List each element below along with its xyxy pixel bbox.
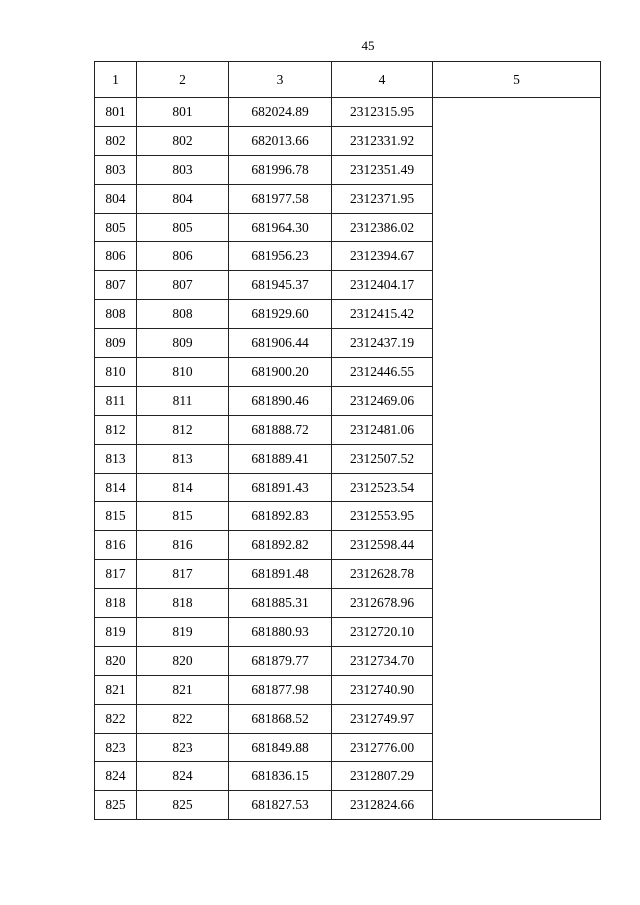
- y-coordinate-cell: 2312507.52: [332, 444, 433, 473]
- point-number-cell: 821: [95, 675, 137, 704]
- point-number-cell: 807: [95, 271, 137, 300]
- x-coordinate-cell: 681892.82: [229, 531, 332, 560]
- point-number-cell: 822: [95, 704, 137, 733]
- x-coordinate-cell: 682013.66: [229, 126, 332, 155]
- column-header: 4: [332, 62, 433, 98]
- x-coordinate-cell: 681890.46: [229, 386, 332, 415]
- point-number-cell: 815: [95, 502, 137, 531]
- point-id-cell: 806: [137, 242, 229, 271]
- y-coordinate-cell: 2312824.66: [332, 791, 433, 820]
- coordinates-table: [94, 61, 601, 820]
- point-number-cell: 811: [95, 386, 137, 415]
- table-header-row: [95, 62, 601, 98]
- x-coordinate-cell: 681889.41: [229, 444, 332, 473]
- point-id-cell: 824: [137, 762, 229, 791]
- point-id-cell: 804: [137, 184, 229, 213]
- column-header: 3: [229, 62, 332, 98]
- y-coordinate-cell: 2312598.44: [332, 531, 433, 560]
- x-coordinate-cell: 681977.58: [229, 184, 332, 213]
- x-coordinate-cell: 681891.43: [229, 473, 332, 502]
- table-body: [95, 62, 601, 820]
- x-coordinate-cell: 681929.60: [229, 300, 332, 329]
- point-number-cell: 816: [95, 531, 137, 560]
- point-id-cell: 820: [137, 646, 229, 675]
- x-coordinate-cell: 681868.52: [229, 704, 332, 733]
- point-id-cell: 819: [137, 618, 229, 647]
- y-coordinate-cell: 2312749.97: [332, 704, 433, 733]
- point-number-cell: 812: [95, 415, 137, 444]
- y-coordinate-cell: 2312678.96: [332, 589, 433, 618]
- point-number-cell: 801: [95, 98, 137, 127]
- point-id-cell: 811: [137, 386, 229, 415]
- point-number-cell: 825: [95, 791, 137, 820]
- x-coordinate-cell: 681891.48: [229, 560, 332, 589]
- point-number-cell: 803: [95, 155, 137, 184]
- x-coordinate-cell: 681906.44: [229, 329, 332, 358]
- point-id-cell: 807: [137, 271, 229, 300]
- point-id-cell: 803: [137, 155, 229, 184]
- x-coordinate-cell: 681945.37: [229, 271, 332, 300]
- point-number-cell: 806: [95, 242, 137, 271]
- table-row: [95, 98, 601, 127]
- point-number-cell: 809: [95, 329, 137, 358]
- point-id-cell: 801: [137, 98, 229, 127]
- point-id-cell: 817: [137, 560, 229, 589]
- point-number-cell: 805: [95, 213, 137, 242]
- point-id-cell: 810: [137, 358, 229, 387]
- x-coordinate-cell: 681964.30: [229, 213, 332, 242]
- point-number-cell: 804: [95, 184, 137, 213]
- point-number-cell: 810: [95, 358, 137, 387]
- y-coordinate-cell: 2312523.54: [332, 473, 433, 502]
- notes-cell: [433, 98, 601, 820]
- point-number-cell: 823: [95, 733, 137, 762]
- point-id-cell: 809: [137, 329, 229, 358]
- x-coordinate-cell: 681996.78: [229, 155, 332, 184]
- column-header: 5: [433, 62, 601, 98]
- y-coordinate-cell: 2312740.90: [332, 675, 433, 704]
- y-coordinate-cell: 2312386.02: [332, 213, 433, 242]
- point-number-cell: 802: [95, 126, 137, 155]
- y-coordinate-cell: 2312807.29: [332, 762, 433, 791]
- y-coordinate-cell: 2312469.06: [332, 386, 433, 415]
- x-coordinate-cell: 681836.15: [229, 762, 332, 791]
- point-number-cell: 814: [95, 473, 137, 502]
- point-number-cell: 824: [95, 762, 137, 791]
- y-coordinate-cell: 2312331.92: [332, 126, 433, 155]
- y-coordinate-cell: 2312734.70: [332, 646, 433, 675]
- point-id-cell: 825: [137, 791, 229, 820]
- x-coordinate-cell: 681880.93: [229, 618, 332, 647]
- point-number-cell: 818: [95, 589, 137, 618]
- point-number-cell: 808: [95, 300, 137, 329]
- column-header: 2: [137, 62, 229, 98]
- y-coordinate-cell: 2312446.55: [332, 358, 433, 387]
- x-coordinate-cell: 681849.88: [229, 733, 332, 762]
- x-coordinate-cell: 681879.77: [229, 646, 332, 675]
- point-id-cell: 802: [137, 126, 229, 155]
- x-coordinate-cell: 681827.53: [229, 791, 332, 820]
- x-coordinate-cell: 681892.83: [229, 502, 332, 531]
- x-coordinate-cell: 681885.31: [229, 589, 332, 618]
- point-number-cell: 820: [95, 646, 137, 675]
- point-number-cell: 819: [95, 618, 137, 647]
- y-coordinate-cell: 2312553.95: [332, 502, 433, 531]
- page-number: 45: [361, 38, 375, 53]
- point-id-cell: 813: [137, 444, 229, 473]
- point-id-cell: 812: [137, 415, 229, 444]
- point-id-cell: 816: [137, 531, 229, 560]
- y-coordinate-cell: 2312437.19: [332, 329, 433, 358]
- y-coordinate-cell: 2312628.78: [332, 560, 433, 589]
- column-header: 1: [95, 62, 137, 98]
- point-id-cell: 815: [137, 502, 229, 531]
- point-id-cell: 808: [137, 300, 229, 329]
- y-coordinate-cell: 2312371.95: [332, 184, 433, 213]
- point-id-cell: 814: [137, 473, 229, 502]
- y-coordinate-cell: 2312404.17: [332, 271, 433, 300]
- y-coordinate-cell: 2312720.10: [332, 618, 433, 647]
- point-id-cell: 818: [137, 589, 229, 618]
- y-coordinate-cell: 2312481.06: [332, 415, 433, 444]
- point-id-cell: 823: [137, 733, 229, 762]
- x-coordinate-cell: 681877.98: [229, 675, 332, 704]
- point-id-cell: 805: [137, 213, 229, 242]
- y-coordinate-cell: 2312351.49: [332, 155, 433, 184]
- point-id-cell: 821: [137, 675, 229, 704]
- x-coordinate-cell: 682024.89: [229, 98, 332, 127]
- x-coordinate-cell: 681900.20: [229, 358, 332, 387]
- y-coordinate-cell: 2312315.95: [332, 98, 433, 127]
- x-coordinate-cell: 681956.23: [229, 242, 332, 271]
- point-number-cell: 817: [95, 560, 137, 589]
- point-id-cell: 822: [137, 704, 229, 733]
- y-coordinate-cell: 2312415.42: [332, 300, 433, 329]
- y-coordinate-cell: 2312776.00: [332, 733, 433, 762]
- point-number-cell: 813: [95, 444, 137, 473]
- y-coordinate-cell: 2312394.67: [332, 242, 433, 271]
- x-coordinate-cell: 681888.72: [229, 415, 332, 444]
